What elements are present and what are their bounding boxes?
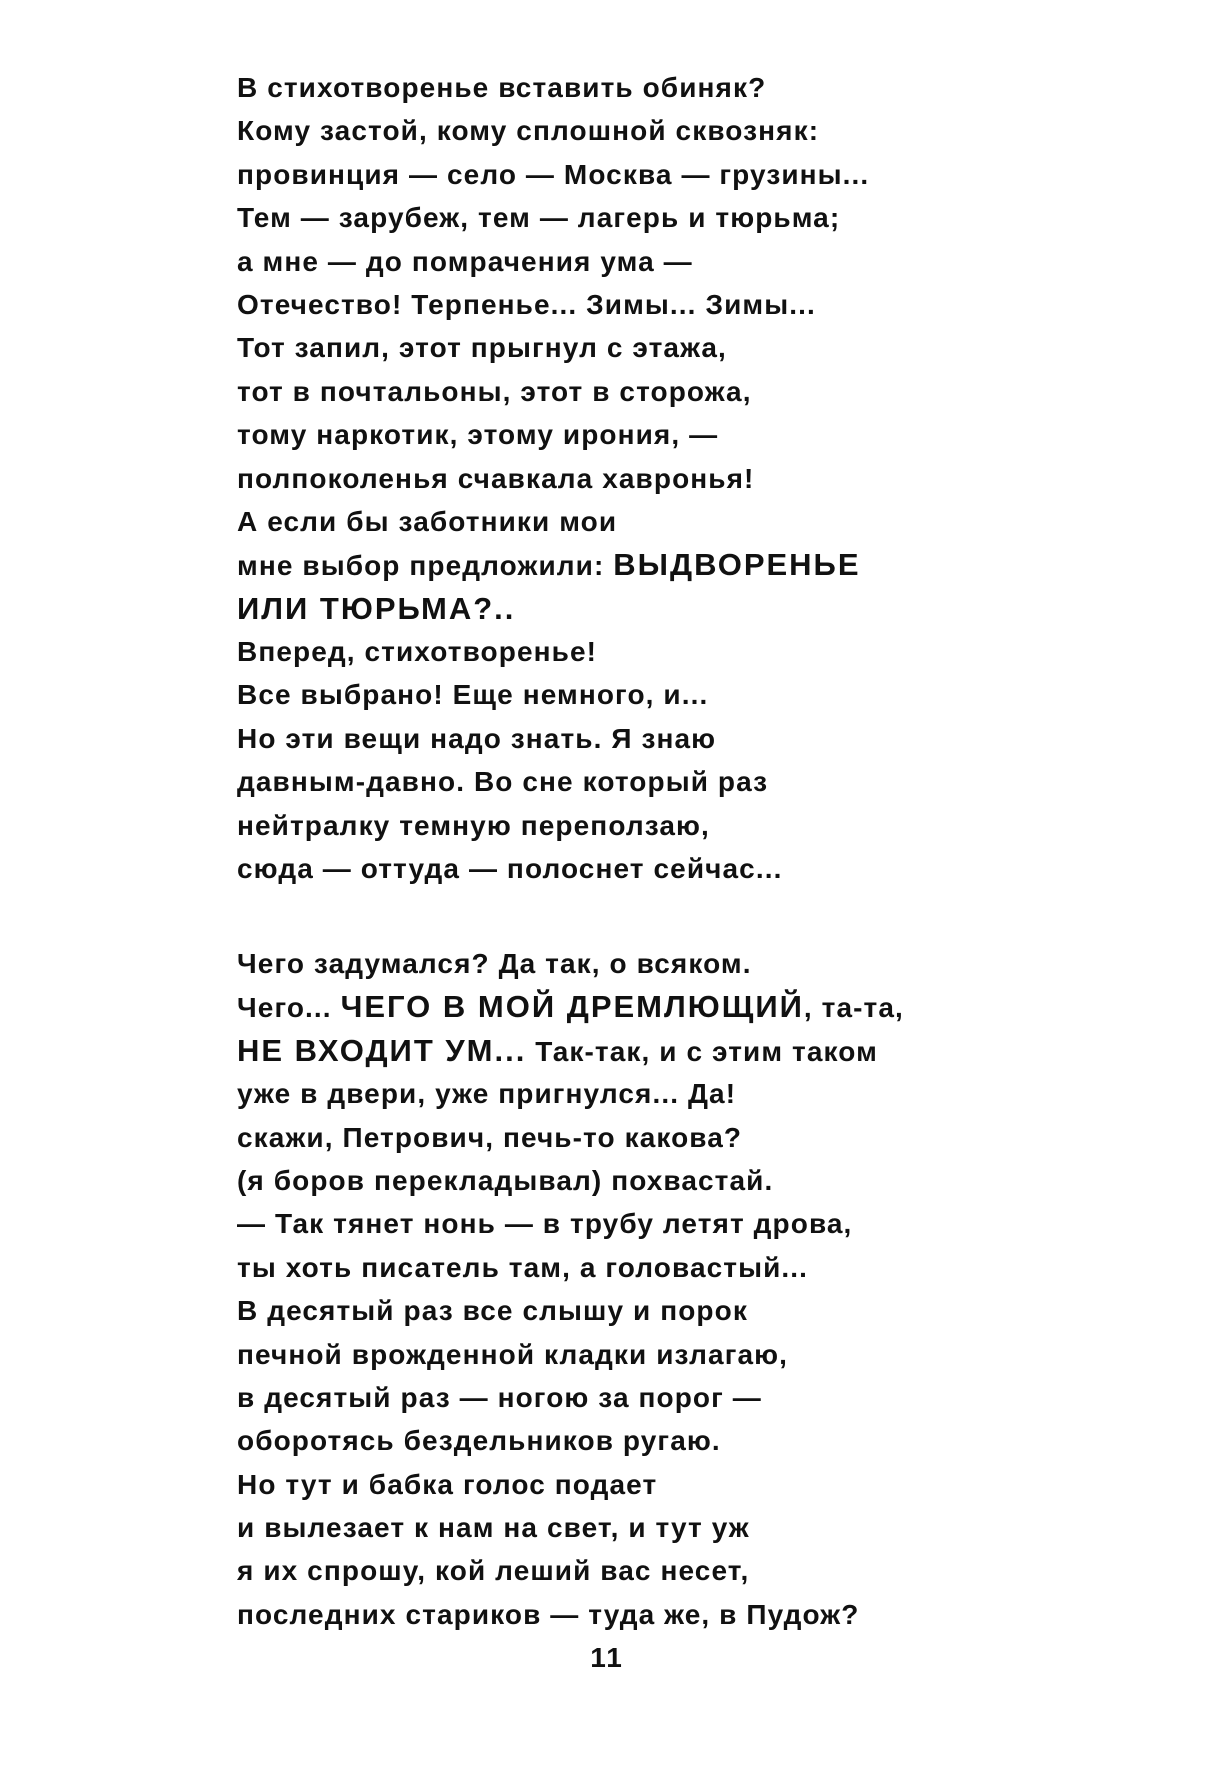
poem-line: печной врожденной кладки излагаю, <box>237 1338 789 1370</box>
poem-line: давным-давно. Во сне который раз <box>237 766 769 798</box>
poem-line: оборотясь бездельников ругаю. <box>237 1425 721 1457</box>
quoted-caps-text: ВЫДВОРЕНЬЕ <box>613 547 861 583</box>
poem-text: , та-та, <box>803 992 904 1024</box>
poem-line: провинция — село — Москва — грузины... <box>237 158 870 190</box>
poem-line: сюда — оттуда — полоснет сейчас... <box>237 853 783 885</box>
poem-line: а мне — до помрачения ума — <box>237 245 693 277</box>
poem-line: Все выбрано! Еще немного, и... <box>237 679 709 711</box>
poem-line: Тот запил, этот прыгнул с этажа, <box>237 332 727 364</box>
poem-line <box>237 587 869 630</box>
poem-line: — Так тянет нонь — в трубу летят дрова, <box>237 1208 853 1240</box>
poem-stanza-1 <box>237 66 869 890</box>
poem-line <box>237 1029 904 1072</box>
poem-text: Так-так, и с этим таком <box>526 1035 878 1067</box>
poem-line: (я боров перекладывал) похвастай. <box>237 1164 774 1196</box>
poem-line: Но тут и бабка голос подает <box>237 1468 658 1500</box>
quoted-caps-text: ЧЕГО В МОЙ ДРЕМЛЮЩИЙ <box>340 989 804 1025</box>
poem-line <box>237 985 904 1028</box>
poem-text: Чего... <box>237 992 341 1024</box>
poem-line: Кому застой, кому сплошной сквозняк: <box>237 115 820 147</box>
poem-line: тот в почтальоны, этот в сторожа, <box>237 375 752 407</box>
poem-line: В десятый раз все слышу и порок <box>237 1295 748 1327</box>
poem-line: полпоколенья счавкала хавронья! <box>237 462 755 494</box>
poem-line: уже в двери, уже пригнулся... Да! <box>237 1078 737 1110</box>
poem-line: и вылезает к нам на свет, и тут уж <box>237 1512 750 1544</box>
poem-line: в десятый раз — ногою за порог — <box>237 1381 762 1413</box>
poem-line: ты хоть писатель там, а головастый... <box>237 1251 809 1283</box>
poem-line: тому наркотик, этому ирония, — <box>237 419 719 451</box>
poem-line: скажи, Петрович, печь-то какова? <box>237 1121 743 1153</box>
page-number: 11 <box>590 1642 624 1673</box>
poem-line: последних стариков — туда же, в Пудож? <box>237 1598 860 1630</box>
poem-line: Тем — зарубеж, тем — лагерь и тюрьма; <box>237 202 841 234</box>
poem-line: А если бы заботники мои <box>237 505 618 537</box>
poem-stanza-2 <box>237 942 904 1636</box>
quoted-caps-text: ИЛИ ТЮРЬМА?.. <box>237 590 516 626</box>
poem-line: я их спрошу, кой леший вас несет, <box>237 1555 750 1587</box>
poem-line: нейтралку темную переползаю, <box>237 809 710 841</box>
quoted-caps-text: НЕ ВХОДИТ УМ... <box>237 1032 527 1068</box>
poem-line <box>237 543 869 586</box>
poem-line: Чего задумался? Да так, о всяком. <box>237 948 752 979</box>
poem-line: Но эти вещи надо знать. Я знаю <box>237 722 717 754</box>
poem-text: мне выбор предложили: <box>237 550 614 582</box>
poem-line: В стихотворенье вставить обиняк? <box>237 72 767 103</box>
poem-line: Отечество! Терпенье... Зимы... Зимы... <box>237 288 816 320</box>
poem-line: Вперед, стихотворенье! <box>237 636 598 668</box>
